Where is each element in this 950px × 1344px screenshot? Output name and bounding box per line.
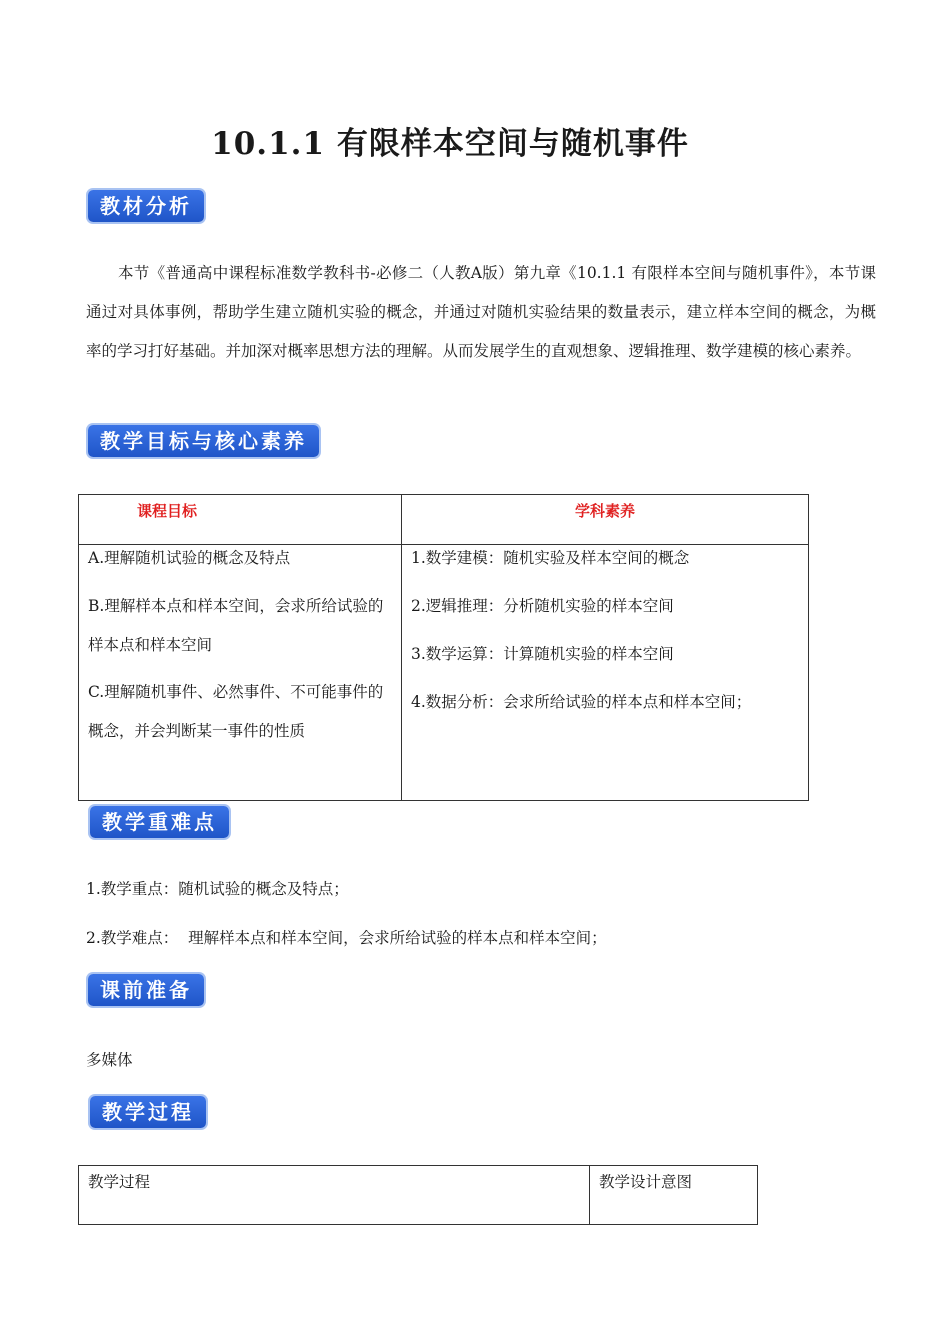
goals-header-cell [79, 495, 402, 545]
process-header-cell [79, 1166, 590, 1225]
literacy-item: 4.数据分析：会求所给试验的样本点和样本空间； [411, 693, 752, 711]
literacy-item: 2.逻辑推理：分析随机实验的样本空间 [411, 597, 674, 615]
goals-cell [79, 545, 402, 801]
section-badge-analysis: 教材分析 [88, 190, 204, 222]
goals-table [78, 494, 809, 801]
section-badge-keypoints: 教学重难点 [90, 806, 229, 838]
section-badge-prep: 课前准备 [88, 974, 204, 1006]
keypoint-item: 2.教学难点： 理解样本点和样本空间，会求所给试验的样本点和样本空间； [86, 929, 607, 947]
goal-item: C.理解随机事件、必然事件、不可能事件的概念，并会判断某一事件的性质 [88, 683, 384, 740]
goal-item: A.理解随机试验的概念及特点 [88, 549, 291, 567]
goals-header: 课程目标 [137, 502, 198, 520]
keypoint-item: 1.教学重点：随机试验的概念及特点； [86, 880, 349, 898]
design-intent-header: 教学设计意图 [599, 1173, 693, 1191]
process-table [78, 1165, 758, 1225]
prep-text: 多媒体 [86, 1051, 133, 1069]
literacy-cell [402, 545, 809, 801]
process-header: 教学过程 [88, 1173, 151, 1191]
literacy-header-cell [402, 495, 809, 545]
design-intent-header-cell [590, 1166, 758, 1225]
goal-item: B.理解样本点和样本空间，会求所给试验的样本点和样本空间 [88, 597, 384, 654]
literacy-header: 学科素养 [574, 502, 635, 520]
analysis-paragraph: 本节《普通高中课程标准数学教科书-必修二（人教A版）第九章《10.1.1 有限样本空间与随机事件》，本节课通过对具体事例，帮助学生建立随机实验的概念，并通过对随机实验结果的数量表示，建立样本空间的概念，为概率的学习打好基础。并加深对概率思想方法的理解。从而发展学生的直观想象、逻辑推理、数学建模的核心素养。 [86, 264, 876, 360]
literacy-item: 1.数学建模：随机实验及样本空间的概念 [411, 549, 690, 567]
section-badge-process: 教学过程 [90, 1096, 206, 1128]
page-title: 10.1.1 有限样本空间与随机事件 [211, 126, 689, 162]
section-badge-goals: 教学目标与核心素养 [88, 425, 319, 457]
literacy-item: 3.数学运算：计算随机实验的样本空间 [411, 645, 674, 663]
